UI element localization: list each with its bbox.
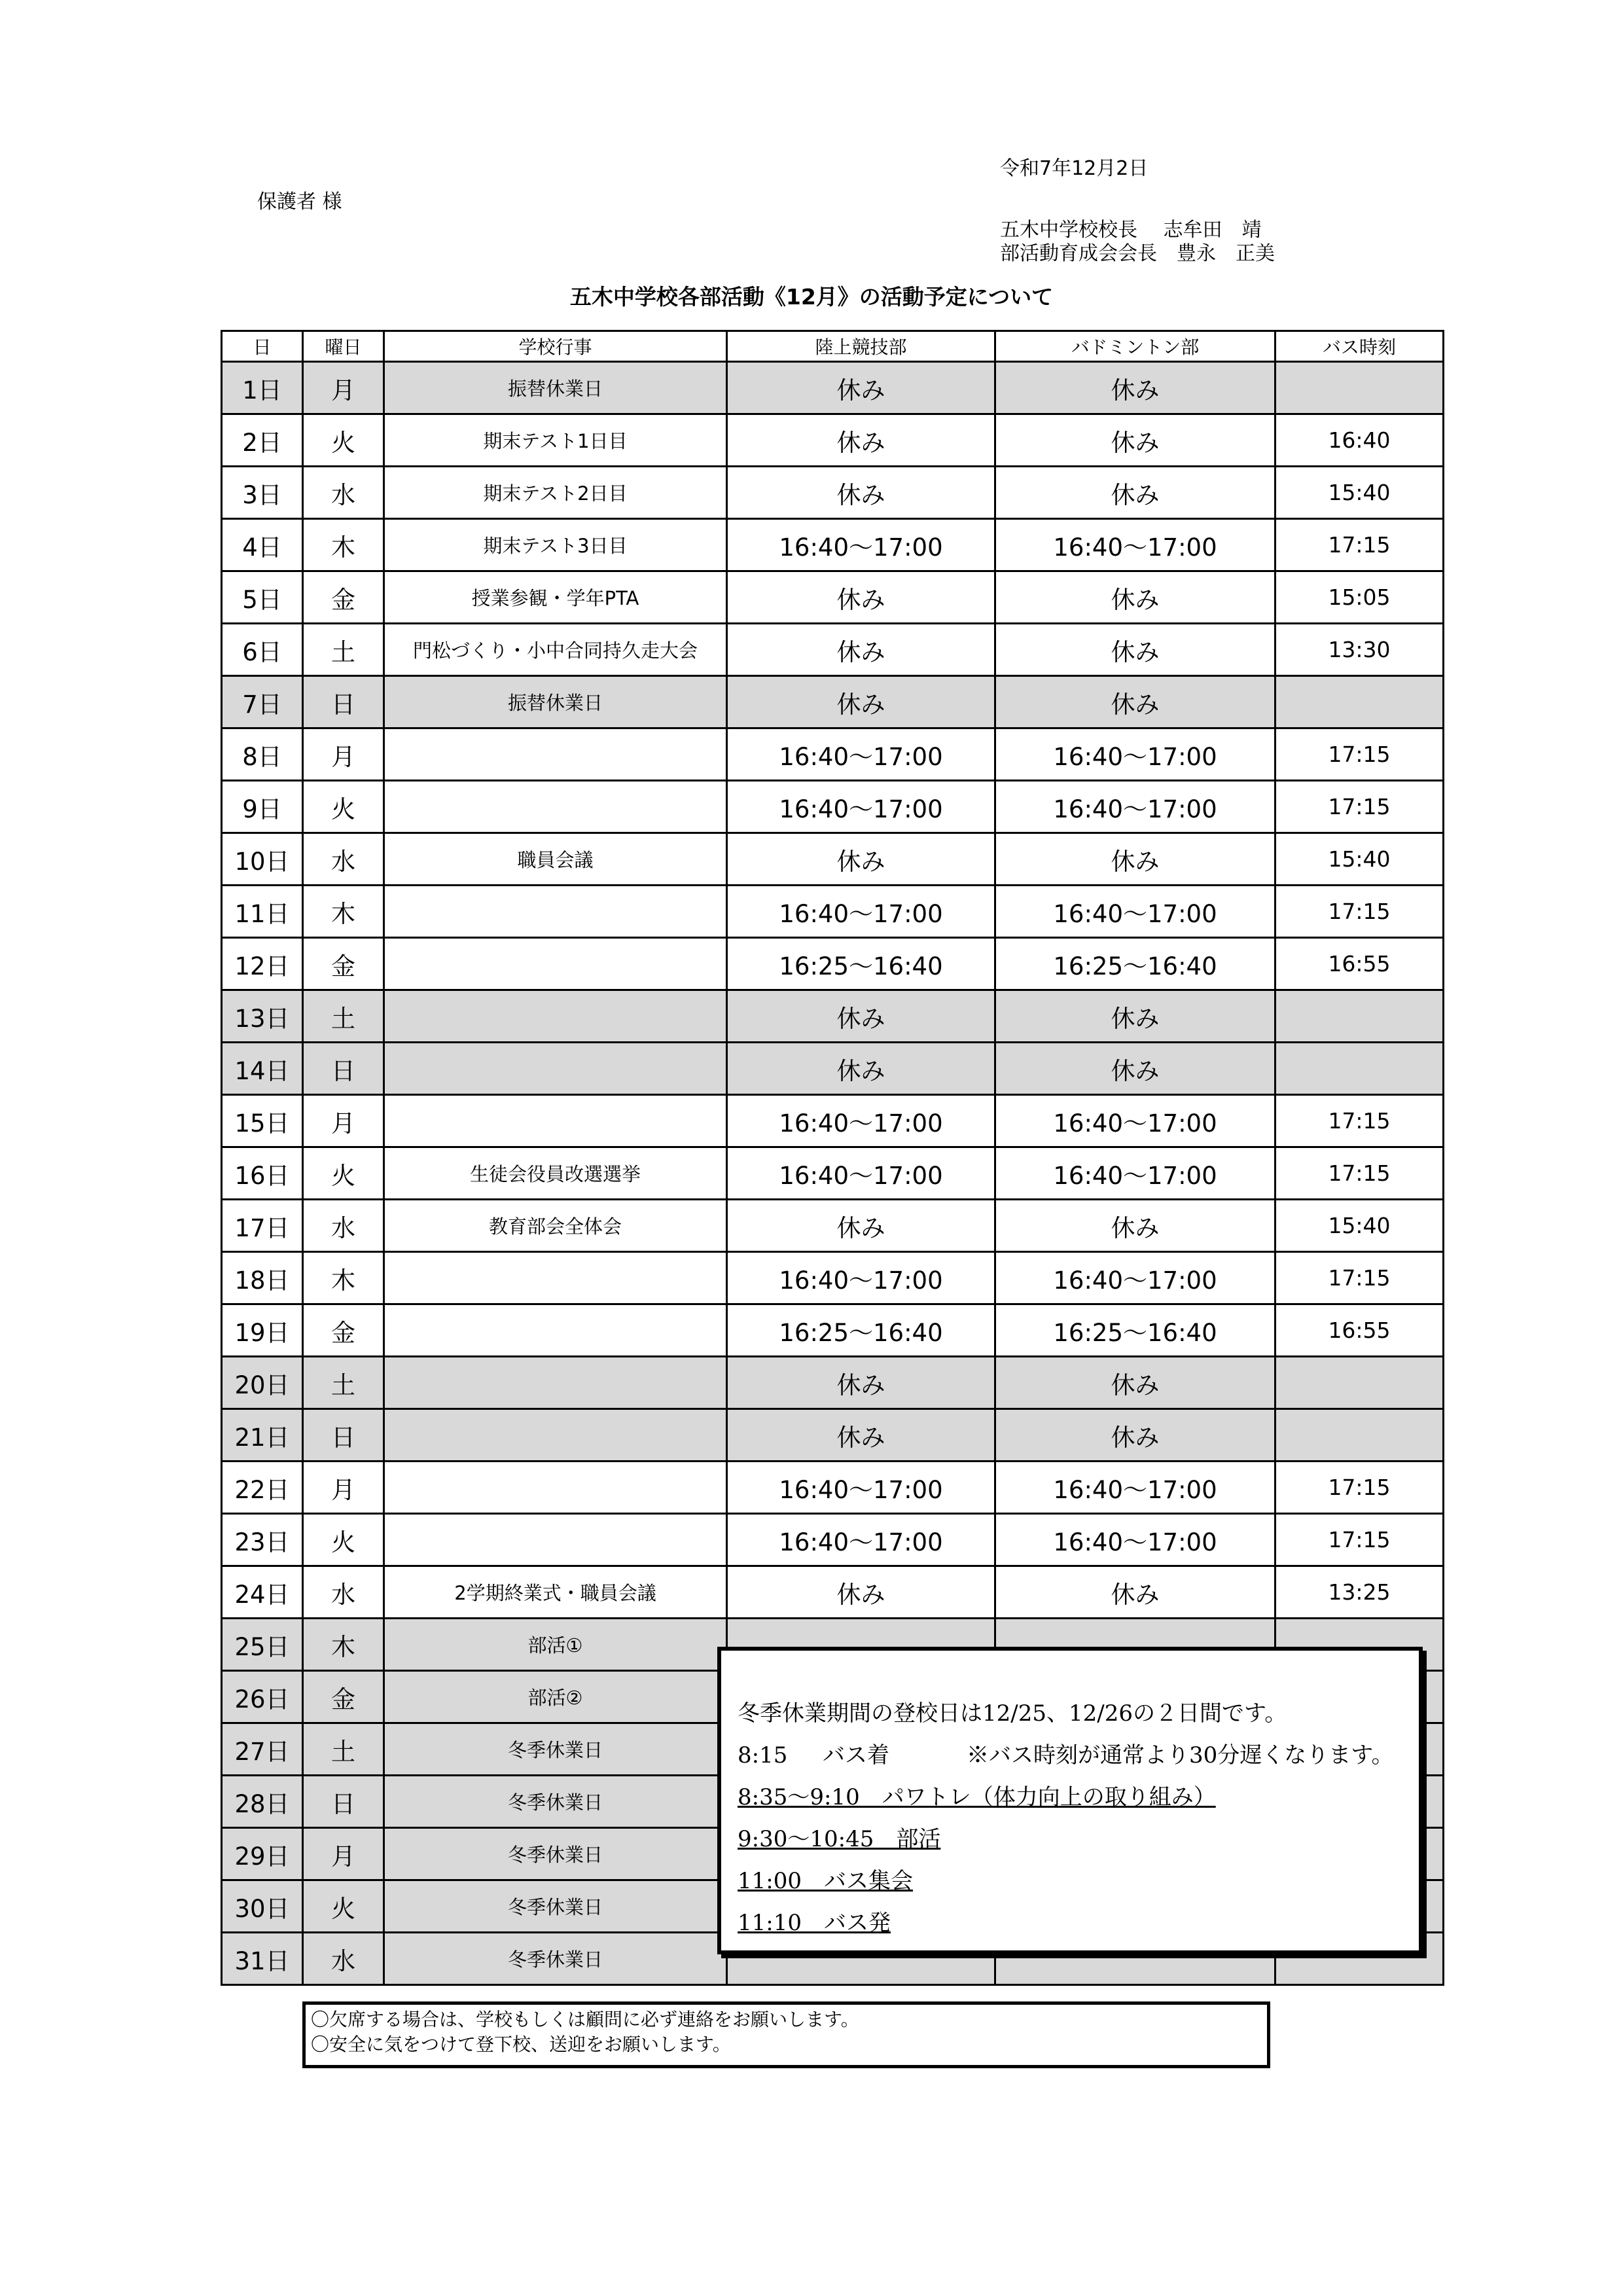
header-bus-time: バス時刻 bbox=[1275, 331, 1444, 362]
cell-bus-time: 17:15 bbox=[1275, 1462, 1444, 1514]
cell-day: 4日 bbox=[222, 519, 303, 571]
winter-intro: 冬季休業期間の登校日は12/25、12/26の２日間です。 bbox=[738, 1700, 1287, 1727]
cell-badminton: 16:25～16:40 bbox=[995, 1304, 1275, 1357]
table-row bbox=[222, 1357, 1444, 1409]
table-row bbox=[222, 1566, 1444, 1619]
cell-badminton: 休み bbox=[995, 571, 1275, 624]
cell-weekday: 水 bbox=[303, 1933, 384, 1985]
table-row bbox=[222, 1409, 1444, 1462]
document-title: 五木中学校各部活動《12月》の活動予定について bbox=[569, 284, 1054, 310]
cell-track: 休み bbox=[727, 833, 995, 886]
notes-box bbox=[302, 2001, 1270, 2068]
cell-day: 3日 bbox=[222, 467, 303, 519]
cell-weekday: 月 bbox=[303, 728, 384, 781]
cell-badminton: 16:40～17:00 bbox=[995, 886, 1275, 938]
cell-weekday: 土 bbox=[303, 990, 384, 1043]
cell-weekday: 土 bbox=[303, 1357, 384, 1409]
table-row bbox=[222, 833, 1444, 886]
table-row bbox=[222, 1304, 1444, 1357]
cell-day: 12日 bbox=[222, 938, 303, 990]
cell-weekday: 月 bbox=[303, 1095, 384, 1147]
winter-bus-arrival-time: 8:15 bbox=[738, 1742, 788, 1768]
header-track-club: 陸上競技部 bbox=[727, 331, 995, 362]
cell-bus-time: 17:15 bbox=[1275, 1514, 1444, 1566]
table-row bbox=[222, 1095, 1444, 1147]
cell-school-event bbox=[384, 1409, 727, 1462]
table-row bbox=[222, 624, 1444, 676]
cell-day: 25日 bbox=[222, 1619, 303, 1671]
cell-day: 9日 bbox=[222, 781, 303, 833]
table-row bbox=[222, 414, 1444, 467]
cell-badminton: 16:40～17:00 bbox=[995, 781, 1275, 833]
table-row bbox=[222, 886, 1444, 938]
cell-badminton: 休み bbox=[995, 624, 1275, 676]
cell-bus-time: 16:40 bbox=[1275, 414, 1444, 467]
table-row bbox=[222, 1252, 1444, 1304]
header-school-event: 学校行事 bbox=[384, 331, 727, 362]
cell-weekday: 火 bbox=[303, 1880, 384, 1933]
cell-day: 5日 bbox=[222, 571, 303, 624]
cell-track: 16:25～16:40 bbox=[727, 1304, 995, 1357]
cell-bus-time: 15:40 bbox=[1275, 833, 1444, 886]
note-absence: 〇欠席する場合は、学校もしくは顧問に必ず連絡をお願いします。 bbox=[311, 2009, 859, 2030]
cell-school-event: 生徒会役員改選選挙 bbox=[384, 1147, 727, 1200]
cell-day: 8日 bbox=[222, 728, 303, 781]
cell-bus-time: 17:15 bbox=[1275, 519, 1444, 571]
cell-school-event: 冬季休業日 bbox=[384, 1880, 727, 1933]
header-badminton-club: バドミントン部 bbox=[995, 331, 1275, 362]
cell-day: 17日 bbox=[222, 1200, 303, 1252]
table-row bbox=[222, 467, 1444, 519]
cell-bus-time: 15:40 bbox=[1275, 1200, 1444, 1252]
cell-weekday: 木 bbox=[303, 1619, 384, 1671]
cell-bus-time: 17:15 bbox=[1275, 1252, 1444, 1304]
cell-day: 22日 bbox=[222, 1462, 303, 1514]
cell-school-event: 門松づくり・小中合同持久走大会 bbox=[384, 624, 727, 676]
cell-bus-time: 15:05 bbox=[1275, 571, 1444, 624]
cell-track: 休み bbox=[727, 467, 995, 519]
cell-weekday: 土 bbox=[303, 624, 384, 676]
cell-school-event: 部活① bbox=[384, 1619, 727, 1671]
cell-bus-time bbox=[1275, 362, 1444, 414]
cell-bus-time bbox=[1275, 1409, 1444, 1462]
cell-badminton: 休み bbox=[995, 362, 1275, 414]
cell-track: 16:40～17:00 bbox=[727, 886, 995, 938]
cell-track: 休み bbox=[727, 362, 995, 414]
winter-bus-arrival-line bbox=[738, 1734, 1419, 1776]
cell-badminton: 16:40～17:00 bbox=[995, 1462, 1275, 1514]
winter-bus-depart: 11:10 バス発 bbox=[738, 1910, 891, 1936]
cell-bus-time: 17:15 bbox=[1275, 1147, 1444, 1200]
cell-school-event: 職員会議 bbox=[384, 833, 727, 886]
cell-bus-time: 16:55 bbox=[1275, 938, 1444, 990]
cell-track: 16:40～17:00 bbox=[727, 519, 995, 571]
cell-school-event bbox=[384, 1304, 727, 1357]
cell-badminton: 休み bbox=[995, 414, 1275, 467]
table-header-row bbox=[222, 331, 1444, 362]
cell-day: 20日 bbox=[222, 1357, 303, 1409]
cell-day: 2日 bbox=[222, 414, 303, 467]
cell-badminton: 16:40～17:00 bbox=[995, 519, 1275, 571]
document-date: 令和7年12月2日 bbox=[1000, 157, 1149, 180]
cell-school-event: 授業参観・学年PTA bbox=[384, 571, 727, 624]
cell-day: 29日 bbox=[222, 1828, 303, 1880]
cell-weekday: 水 bbox=[303, 833, 384, 886]
cell-school-event: 期末テスト1日目 bbox=[384, 414, 727, 467]
cell-day: 24日 bbox=[222, 1566, 303, 1619]
cell-school-event: 教育部会全体会 bbox=[384, 1200, 727, 1252]
cell-badminton: 休み bbox=[995, 467, 1275, 519]
cell-track: 休み bbox=[727, 1357, 995, 1409]
table-row bbox=[222, 676, 1444, 728]
cell-weekday: 金 bbox=[303, 1304, 384, 1357]
cell-day: 26日 bbox=[222, 1671, 303, 1723]
cell-track: 休み bbox=[727, 990, 995, 1043]
cell-school-event: 2学期終業式・職員会議 bbox=[384, 1566, 727, 1619]
table-row bbox=[222, 728, 1444, 781]
cell-day: 19日 bbox=[222, 1304, 303, 1357]
cell-school-event: 冬季休業日 bbox=[384, 1933, 727, 1985]
cell-track: 16:40～17:00 bbox=[727, 728, 995, 781]
cell-bus-time bbox=[1275, 990, 1444, 1043]
cell-school-event bbox=[384, 728, 727, 781]
table-row bbox=[222, 571, 1444, 624]
cell-bus-time bbox=[1275, 1043, 1444, 1095]
cell-bus-time: 17:15 bbox=[1275, 728, 1444, 781]
cell-track: 休み bbox=[727, 624, 995, 676]
cell-day: 23日 bbox=[222, 1514, 303, 1566]
cell-track: 休み bbox=[727, 1566, 995, 1619]
signature-association: 部活動育成会会長 豊永 正美 bbox=[1000, 242, 1275, 265]
table-row bbox=[222, 1200, 1444, 1252]
cell-day: 30日 bbox=[222, 1880, 303, 1933]
cell-day: 15日 bbox=[222, 1095, 303, 1147]
table-row bbox=[222, 938, 1444, 990]
cell-weekday: 月 bbox=[303, 1828, 384, 1880]
cell-track: 休み bbox=[727, 571, 995, 624]
cell-track: 休み bbox=[727, 1043, 995, 1095]
cell-weekday: 日 bbox=[303, 1043, 384, 1095]
cell-school-event: 冬季休業日 bbox=[384, 1723, 727, 1776]
cell-track: 16:40～17:00 bbox=[727, 781, 995, 833]
cell-school-event bbox=[384, 1252, 727, 1304]
cell-bus-time: 13:30 bbox=[1275, 624, 1444, 676]
cell-school-event: 振替休業日 bbox=[384, 676, 727, 728]
cell-bus-time: 13:25 bbox=[1275, 1566, 1444, 1619]
cell-school-event bbox=[384, 1462, 727, 1514]
winter-powertraining: 8:35～9:10 パワトレ（体力向上の取り組み） bbox=[738, 1784, 1216, 1810]
cell-badminton: 16:40～17:00 bbox=[995, 1095, 1275, 1147]
cell-weekday: 水 bbox=[303, 467, 384, 519]
cell-track: 16:25～16:40 bbox=[727, 938, 995, 990]
cell-weekday: 土 bbox=[303, 1723, 384, 1776]
cell-weekday: 金 bbox=[303, 938, 384, 990]
cell-school-event: 部活② bbox=[384, 1671, 727, 1723]
cell-school-event: 期末テスト3日目 bbox=[384, 519, 727, 571]
winter-break-notice bbox=[717, 1647, 1423, 1954]
cell-weekday: 金 bbox=[303, 1671, 384, 1723]
table-row bbox=[222, 519, 1444, 571]
cell-badminton: 16:40～17:00 bbox=[995, 728, 1275, 781]
cell-badminton: 16:40～17:00 bbox=[995, 1514, 1275, 1566]
cell-bus-time bbox=[1275, 676, 1444, 728]
cell-weekday: 火 bbox=[303, 781, 384, 833]
cell-weekday: 木 bbox=[303, 519, 384, 571]
cell-school-event bbox=[384, 886, 727, 938]
cell-day: 14日 bbox=[222, 1043, 303, 1095]
cell-track: 16:40～17:00 bbox=[727, 1147, 995, 1200]
cell-school-event: 振替休業日 bbox=[384, 362, 727, 414]
cell-school-event bbox=[384, 1095, 727, 1147]
cell-weekday: 木 bbox=[303, 886, 384, 938]
cell-day: 6日 bbox=[222, 624, 303, 676]
cell-school-event: 期末テスト2日目 bbox=[384, 467, 727, 519]
table-row bbox=[222, 1514, 1444, 1566]
cell-track: 休み bbox=[727, 1409, 995, 1462]
cell-track: 16:40～17:00 bbox=[727, 1095, 995, 1147]
cell-school-event bbox=[384, 781, 727, 833]
cell-weekday: 水 bbox=[303, 1200, 384, 1252]
cell-bus-time: 17:15 bbox=[1275, 886, 1444, 938]
cell-track: 休み bbox=[727, 414, 995, 467]
cell-bus-time: 17:15 bbox=[1275, 781, 1444, 833]
cell-school-event bbox=[384, 990, 727, 1043]
table-row bbox=[222, 362, 1444, 414]
cell-day: 11日 bbox=[222, 886, 303, 938]
table-row bbox=[222, 1147, 1444, 1200]
cell-weekday: 木 bbox=[303, 1252, 384, 1304]
cell-school-event bbox=[384, 938, 727, 990]
cell-day: 1日 bbox=[222, 362, 303, 414]
cell-track: 休み bbox=[727, 676, 995, 728]
cell-track: 16:40～17:00 bbox=[727, 1252, 995, 1304]
cell-badminton: 休み bbox=[995, 1357, 1275, 1409]
winter-bus-note: ※バス時刻が通常より30分遅くなります。 bbox=[967, 1742, 1394, 1768]
cell-badminton: 16:40～17:00 bbox=[995, 1147, 1275, 1200]
table-row bbox=[222, 781, 1444, 833]
cell-bus-time: 15:40 bbox=[1275, 467, 1444, 519]
note-safety: 〇安全に気をつけて登下校、送迎をお願いします。 bbox=[311, 2034, 731, 2055]
cell-school-event: 冬季休業日 bbox=[384, 1828, 727, 1880]
cell-badminton: 休み bbox=[995, 1200, 1275, 1252]
cell-weekday: 金 bbox=[303, 571, 384, 624]
cell-school-event bbox=[384, 1043, 727, 1095]
cell-bus-time: 16:55 bbox=[1275, 1304, 1444, 1357]
cell-bus-time: 17:15 bbox=[1275, 1095, 1444, 1147]
cell-weekday: 火 bbox=[303, 1147, 384, 1200]
cell-weekday: 日 bbox=[303, 1776, 384, 1828]
winter-bus-gather: 11:00 バス集会 bbox=[738, 1868, 913, 1894]
cell-track: 16:40～17:00 bbox=[727, 1514, 995, 1566]
cell-badminton: 休み bbox=[995, 1043, 1275, 1095]
cell-weekday: 火 bbox=[303, 414, 384, 467]
cell-badminton: 16:25～16:40 bbox=[995, 938, 1275, 990]
cell-track: 16:40～17:00 bbox=[727, 1462, 995, 1514]
winter-club: 9:30～10:45 部活 bbox=[738, 1826, 941, 1852]
cell-weekday: 月 bbox=[303, 362, 384, 414]
winter-bus-arrival-label: バス着 bbox=[823, 1742, 889, 1768]
cell-school-event: 冬季休業日 bbox=[384, 1776, 727, 1828]
cell-weekday: 日 bbox=[303, 1409, 384, 1462]
signature-principal: 五木中学校校長 志牟田 靖 bbox=[1000, 219, 1262, 242]
cell-badminton: 16:40～17:00 bbox=[995, 1252, 1275, 1304]
cell-school-event bbox=[384, 1514, 727, 1566]
cell-badminton: 休み bbox=[995, 1409, 1275, 1462]
cell-badminton: 休み bbox=[995, 676, 1275, 728]
addressee: 保護者 様 bbox=[257, 190, 342, 213]
table-row bbox=[222, 1043, 1444, 1095]
cell-day: 21日 bbox=[222, 1409, 303, 1462]
cell-badminton: 休み bbox=[995, 1566, 1275, 1619]
cell-day: 16日 bbox=[222, 1147, 303, 1200]
cell-weekday: 水 bbox=[303, 1566, 384, 1619]
cell-day: 31日 bbox=[222, 1933, 303, 1985]
cell-day: 10日 bbox=[222, 833, 303, 886]
cell-weekday: 火 bbox=[303, 1514, 384, 1566]
cell-weekday: 月 bbox=[303, 1462, 384, 1514]
cell-school-event bbox=[384, 1357, 727, 1409]
table-row bbox=[222, 1462, 1444, 1514]
cell-track: 休み bbox=[727, 1200, 995, 1252]
header-day: 日 bbox=[222, 331, 303, 362]
cell-day: 28日 bbox=[222, 1776, 303, 1828]
cell-day: 18日 bbox=[222, 1252, 303, 1304]
cell-weekday: 日 bbox=[303, 676, 384, 728]
table-row bbox=[222, 990, 1444, 1043]
cell-bus-time bbox=[1275, 1357, 1444, 1409]
cell-badminton: 休み bbox=[995, 833, 1275, 886]
cell-day: 7日 bbox=[222, 676, 303, 728]
cell-badminton: 休み bbox=[995, 990, 1275, 1043]
cell-day: 13日 bbox=[222, 990, 303, 1043]
header-weekday: 曜日 bbox=[303, 331, 384, 362]
cell-day: 27日 bbox=[222, 1723, 303, 1776]
